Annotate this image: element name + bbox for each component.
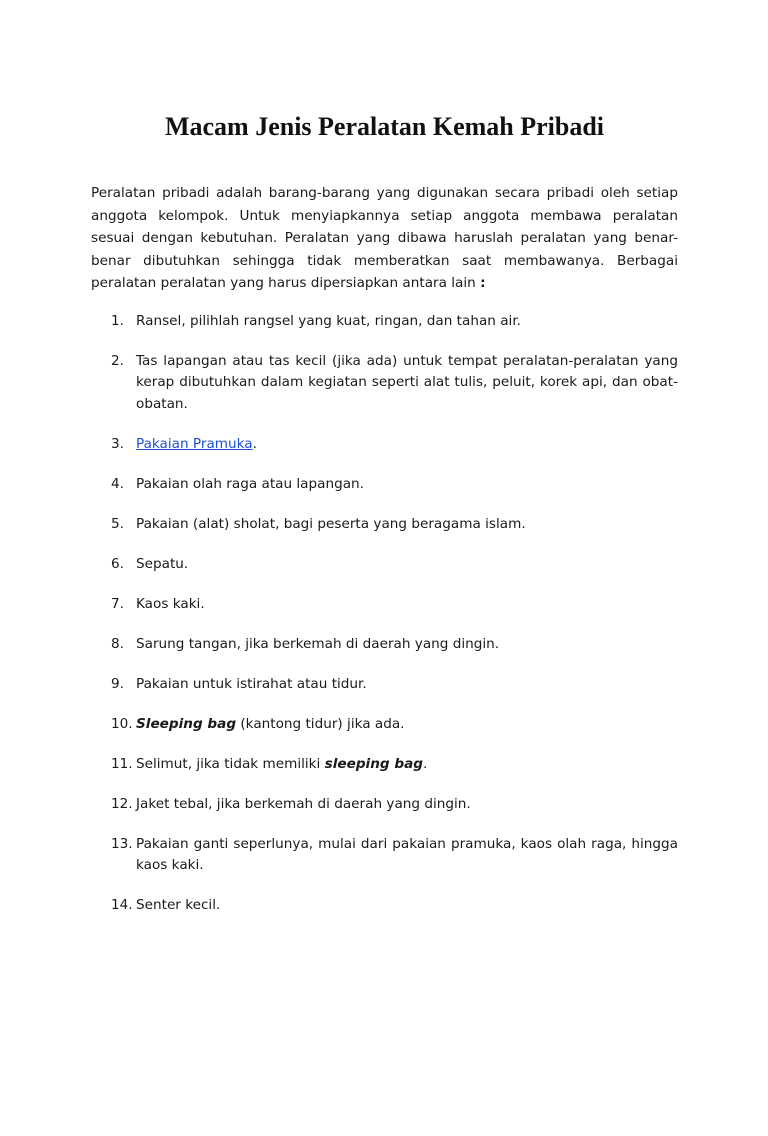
item-text: Ransel, pilihlah rangsel yang kuat, ringan, dan tahan air. [136,312,521,329]
item-number: 10. [111,715,133,732]
page-title: Macam Jenis Peralatan Kemah Pribadi [164,112,605,141]
item-text: Kaos kaki. [136,595,205,612]
item-number: 4. [111,475,124,492]
item-number: 5. [111,515,124,532]
item-text-suffix: (kantong tidur) jika ada. [236,715,405,732]
item-number: 13. [111,835,133,852]
item-text-suffix: . [422,755,428,772]
item-text: Pakaian olah raga atau lapangan. [136,475,364,492]
list-item [91,674,678,696]
item-text-suffix: . [252,435,257,452]
list-item [91,834,678,877]
list-item [91,474,678,496]
item-number: 9. [111,675,124,692]
list-item [91,754,678,776]
list-item [91,351,678,416]
item-text: Senter kecil. [136,897,221,913]
item-number: 12. [111,795,133,812]
list-item [91,895,678,917]
item-text: Tas lapangan atau tas kecil (jika ada) untuk tempat peralatan-peralatan yang kerap dibutuhkan dalam kegiatan seperti alat tulis, peluit, korek api, dan obat-obatan. [136,352,678,412]
item-text: Pakaian (alat) sholat, bagi peserta yang beragama islam. [136,515,526,532]
equipment-list [91,311,678,917]
list-item [91,794,678,816]
item-text-prefix: Selimut, jika tidak memiliki [136,755,325,772]
item-number: 7. [111,595,124,612]
item-text: Jaket tebal, jika berkemah di daerah yang dingin. [136,795,471,812]
item-emphasis: Sleeping bag [136,715,237,732]
item-text: Pakaian ganti seperlunya, mulai dari pakaian pramuka, kaos olah raga, hingga kaos kaki. [136,835,678,873]
list-item [91,634,678,656]
list-item [91,714,678,736]
item-text: Sepatu. [136,555,189,572]
item-number: 14. [111,897,133,913]
pakaian-pramuka-link[interactable]: Pakaian Pramuka [136,435,253,452]
list-item [91,434,678,456]
item-number: 8. [111,635,124,652]
list-item [91,554,678,576]
item-number: 2. [111,352,124,369]
item-text: Pakaian untuk istirahat atau tidur. [136,675,367,692]
item-emphasis: sleeping bag [324,755,423,772]
list-item [91,311,678,333]
document-page [0,112,768,1136]
item-number: 6. [111,555,124,572]
intro-colon: : [480,275,486,291]
intro-text: Peralatan pribadi adalah barang-barang yang digunakan secara pribadi oleh setiap anggota kelompok. Untuk menyiapkannya setiap anggota membawa peralatan sesuai dengan kebutuhan. Peralatan yang dibawa haruslah peralatan yang benar-benar dibutuhkan sehingga tidak memberatkan saat membawanya. Berbagai peralatan peralatan yang harus dipersiapkan antara lain [91,185,678,291]
item-number: 11. [111,755,133,772]
item-text: Sarung tangan, jika berkemah di daerah yang dingin. [136,635,500,652]
item-number: 1. [111,312,124,329]
item-number: 3. [111,435,124,452]
intro-paragraph [91,182,678,295]
list-item [91,514,678,536]
list-item [91,594,678,616]
